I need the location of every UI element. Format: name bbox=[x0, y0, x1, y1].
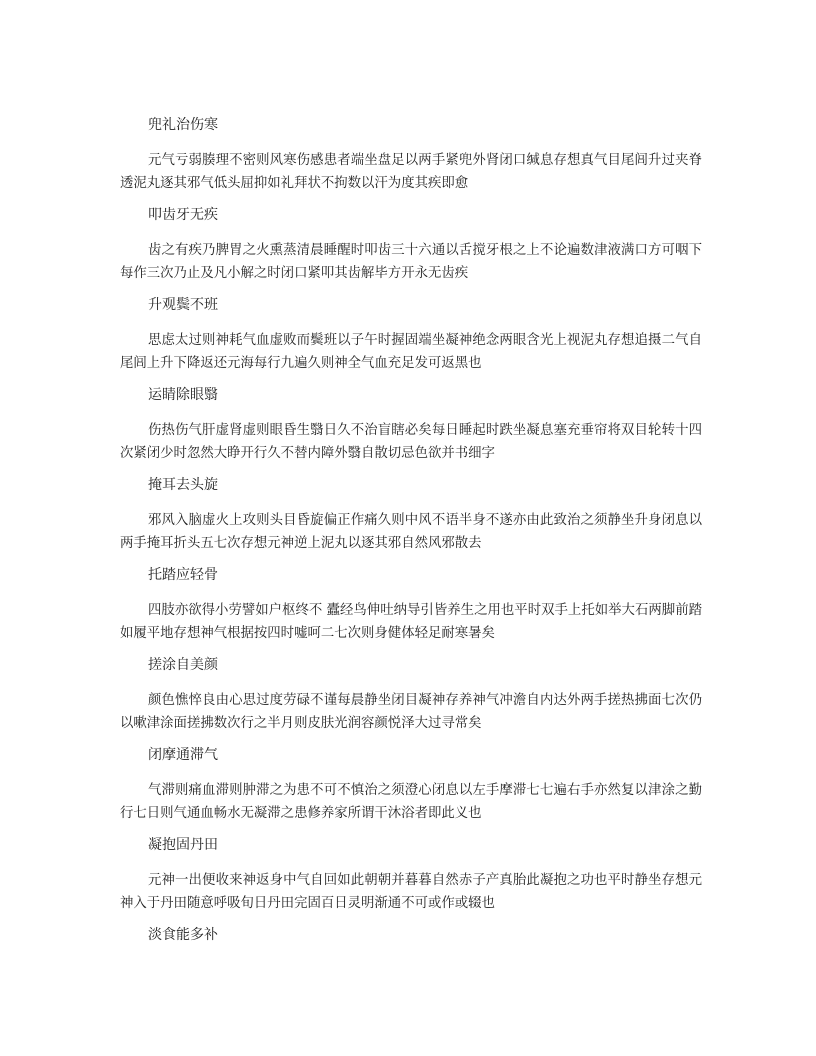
section-heading: 运睛除眼翳 bbox=[148, 387, 218, 403]
section-heading: 叩齿牙无疾 bbox=[148, 207, 218, 223]
section-paragraph: 颜色憔悴良由心思过度劳碌不谨每晨静坐闭目凝神存养神气冲澹自内达外两手搓热拂面七次仍以嗽津涂面搓拂数次行之半月则皮肤光润容颜悦泽大过寻常矣 bbox=[120, 693, 702, 731]
section-heading: 搓涂自美颜 bbox=[148, 657, 218, 673]
section-paragraph: 气滞则痛血滞则肿滞之为患不可不慎治之须澄心闭息以左手摩滞七七遍右手亦然复以津涂之勤行七日则气通血畅水无凝滞之患修养家所谓干沐浴者即此义也 bbox=[120, 783, 702, 821]
section-heading: 掩耳去头旋 bbox=[148, 477, 218, 493]
section-paragraph: 元神一出便收来神返身中气自回如此朝朝并暮暮自然赤子产真胎此凝抱之功也平时静坐存想元神入于丹田随意呼吸旬日丹田完固百日灵明渐通不可或作或辍也 bbox=[120, 873, 702, 911]
section-heading: 凝抱固丹田 bbox=[148, 837, 218, 853]
section-heading: 闭摩通滞气 bbox=[148, 747, 218, 763]
section-paragraph: 邪风入脑虚火上攻则头目昏旋偏正作痛久则中风不语半身不遂亦由此致治之须静坐升身闭息以两手掩耳折头五七次存想元神逆上泥丸以逐其邪自然风邪散去 bbox=[120, 513, 702, 551]
section-paragraph: 元气亏弱腠理不密则风寒伤感患者端坐盘足以两手紧兜外肾闭口缄息存想真气目尾闾升过夹脊透泥丸逐其邪气低头屈抑如礼拜状不拘数以汗为度其疾即愈 bbox=[120, 153, 702, 191]
section-heading: 托踏应轻骨 bbox=[148, 567, 218, 583]
section-paragraph: 伤热伤气肝虚肾虚则眼昏生翳日久不治盲瞎必矣每日睡起时跌坐凝息塞充垂帘将双目轮转十四次紧闭少时忽然大睁开行久不替内障外翳自散切忌色欲并书细字 bbox=[120, 423, 702, 461]
section-heading: 淡食能多补 bbox=[148, 927, 218, 943]
section-heading: 升观鬓不班 bbox=[148, 297, 218, 313]
section-paragraph: 四肢亦欲得小劳譬如户枢终不 蠹经鸟伸吐纳导引皆养生之用也平时双手上托如举大石两脚前踏如履平地存想神气根据按四时嘘呵二七次则身健体轻足耐寒暑矣 bbox=[120, 603, 702, 641]
section-heading: 兜礼治伤寒 bbox=[148, 117, 218, 133]
section-paragraph: 思虑太过则神耗气血虚败而鬓班以子午时握固端坐凝神绝念两眼含光上视泥丸存想追摄二气自尾闾上升下降返还元海每行九遍久则神全气血充足发可返黑也 bbox=[120, 333, 702, 371]
section-paragraph: 齿之有疾乃脾胃之火熏蒸清晨睡醒时叩齿三十六通以舌搅牙根之上不论遍数津液满口方可咽下每作三次乃止及凡小解之时闭口紧叩其齿解毕方开永无齿疾 bbox=[120, 243, 702, 281]
